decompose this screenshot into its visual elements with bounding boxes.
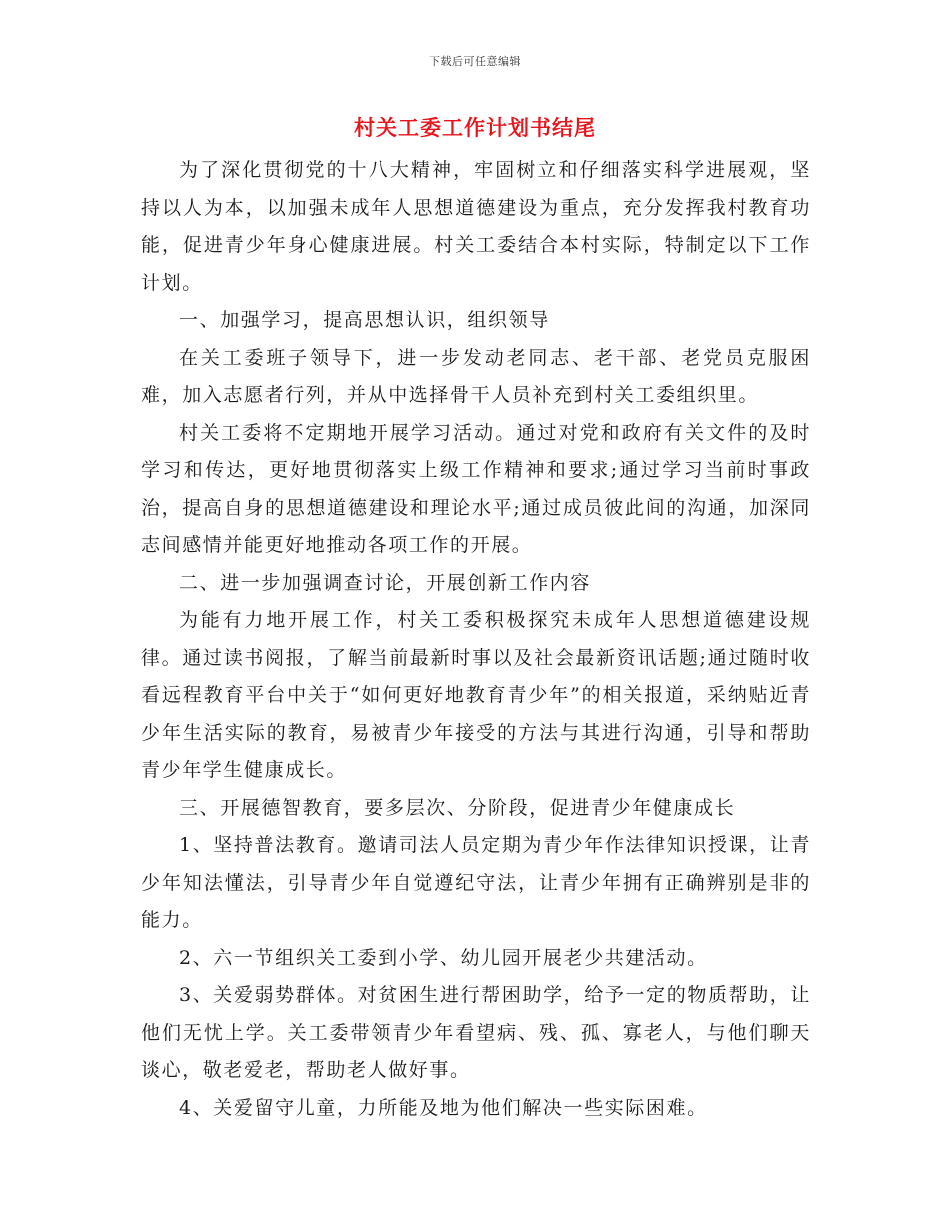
paragraph: 为能有力地开展工作，村关工委积极探究未成年人思想道德建设规律。通过读书阅报，了解当前最新时事以及社会最新资讯话题;通过随时收看远程教育平台中关于“如何更好地教育青少年”的相关报道，采纳贴近青少年生活实际的教育，易被青少年接受的方法与其进行沟通，引导和帮助青少年学生健康成长。 — [141, 609, 811, 781]
list-item: 3、关爱弱势群体。对贫困生进行帮困助学，给予一定的物质帮助，让他们无忧上学。关工委带领青少年看望病、残、孤、寡老人，与他们聊天谈心，敬老爱老，帮助老人做好事。 — [141, 984, 811, 1081]
document-title: 村关工委工作计划书结尾 — [354, 116, 596, 140]
paragraph: 村关工委将不定期地开展学习活动。通过对党和政府有关文件的及时学习和传达，更好地贯彻落实上级工作精神和要求;通过学习当前时事政治，提高自身的思想道德建设和理论水平;通过成员彼此间的沟通，加深同志间感情并能更好地推动各项工作的开展。 — [141, 421, 811, 556]
list-item: 2、六一节组织关工委到小学、幼儿园开展老少共建活动。 — [179, 946, 708, 969]
paragraph-intro: 为了深化贯彻党的十八大精神，牢固树立和仔细落实科学进展观，坚持以人为本，以加强未成年人思想道德建设为重点，充分发挥我村教育功能，促进青少年身心健康进展。村关工委结合本村实际，特制定以下工作计划。 — [141, 159, 811, 294]
list-item: 1、坚持普法教育。邀请司法人员定期为青少年作法律知识授课，让青少年知法懂法，引导青少年自觉遵纪守法，让青少年拥有正确辨别是非的能力。 — [141, 834, 811, 931]
section-heading-1: 一、加强学习，提高思想认识，组织领导 — [179, 309, 550, 331]
paragraph: 在关工委班子领导下，进一步发动老同志、老干部、老党员克服困难，加入志愿者行列，并从中选择骨干人员补充到村关工委组织里。 — [141, 346, 811, 406]
section-heading-3: 三、开展德智教育，要多层次、分阶段，促进青少年健康成长 — [179, 796, 736, 819]
section-heading-2: 二、进一步加强调查讨论，开展创新工作内容 — [179, 571, 592, 594]
document-body — [141, 152, 811, 1127]
header-note: 下载后可任意编辑 — [429, 55, 521, 68]
list-item: 4、关爱留守儿童，力所能及地为他们解决一些实际困难。 — [179, 1096, 708, 1119]
